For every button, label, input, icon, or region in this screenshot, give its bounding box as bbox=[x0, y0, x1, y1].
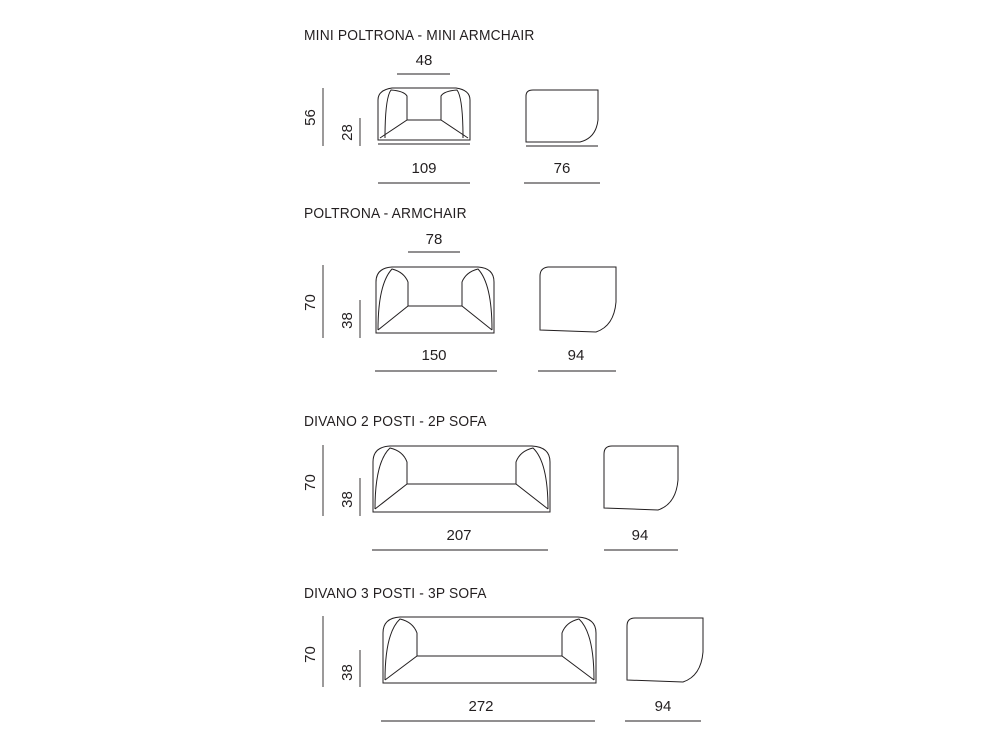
seat-height-label: 38 bbox=[338, 491, 356, 508]
side-profile bbox=[604, 446, 678, 510]
total-height-label: 70 bbox=[301, 646, 319, 663]
left-arm-outline bbox=[375, 448, 407, 509]
front-width-label: 150 bbox=[421, 347, 447, 364]
seat-height-label: 38 bbox=[338, 664, 356, 681]
section-title-2p-sofa: DIVANO 2 POSTI - 2P SOFA bbox=[304, 413, 487, 430]
left-arm-outline bbox=[385, 90, 407, 138]
total-height-label: 56 bbox=[301, 109, 319, 126]
seat-cushion-outline bbox=[378, 306, 492, 330]
2p-sofa-front-view bbox=[323, 445, 550, 550]
seat-width-label: 48 bbox=[415, 52, 433, 69]
front-width-label: 207 bbox=[446, 527, 472, 544]
3p-sofa-front-view bbox=[323, 616, 596, 721]
side-profile bbox=[627, 618, 703, 682]
mini-armchair-body bbox=[378, 88, 470, 140]
section-title-armchair: POLTRONA - ARMCHAIR bbox=[304, 205, 467, 222]
section-title-mini-armchair: MINI POLTRONA - MINI ARMCHAIR bbox=[304, 27, 535, 44]
3p-sofa-body bbox=[383, 617, 596, 683]
front-width-label: 272 bbox=[468, 698, 494, 715]
left-arm-outline bbox=[378, 269, 408, 330]
side-profile bbox=[540, 267, 616, 332]
side-depth-label: 94 bbox=[654, 698, 672, 715]
right-arm-outline bbox=[516, 448, 548, 509]
seat-cushion-outline bbox=[380, 120, 468, 138]
armchair-body bbox=[376, 267, 494, 333]
side-depth-label: 76 bbox=[553, 160, 571, 177]
total-height-label: 70 bbox=[301, 294, 319, 311]
section-title-3p-sofa: DIVANO 3 POSTI - 3P SOFA bbox=[304, 585, 487, 602]
right-arm-outline bbox=[441, 90, 463, 138]
seat-height-label: 28 bbox=[338, 124, 356, 141]
seat-width-label: 78 bbox=[425, 231, 443, 248]
side-depth-label: 94 bbox=[567, 347, 585, 364]
left-arm-outline bbox=[385, 619, 417, 680]
side-profile bbox=[526, 90, 598, 142]
seat-cushion-outline bbox=[375, 484, 548, 509]
side-depth-label: 94 bbox=[631, 527, 649, 544]
seat-cushion-outline bbox=[385, 656, 594, 680]
right-arm-outline bbox=[562, 619, 594, 680]
2p-sofa-body bbox=[373, 446, 550, 512]
seat-height-label: 38 bbox=[338, 312, 356, 329]
total-height-label: 70 bbox=[301, 474, 319, 491]
front-width-label: 109 bbox=[411, 160, 437, 177]
right-arm-outline bbox=[462, 269, 492, 330]
